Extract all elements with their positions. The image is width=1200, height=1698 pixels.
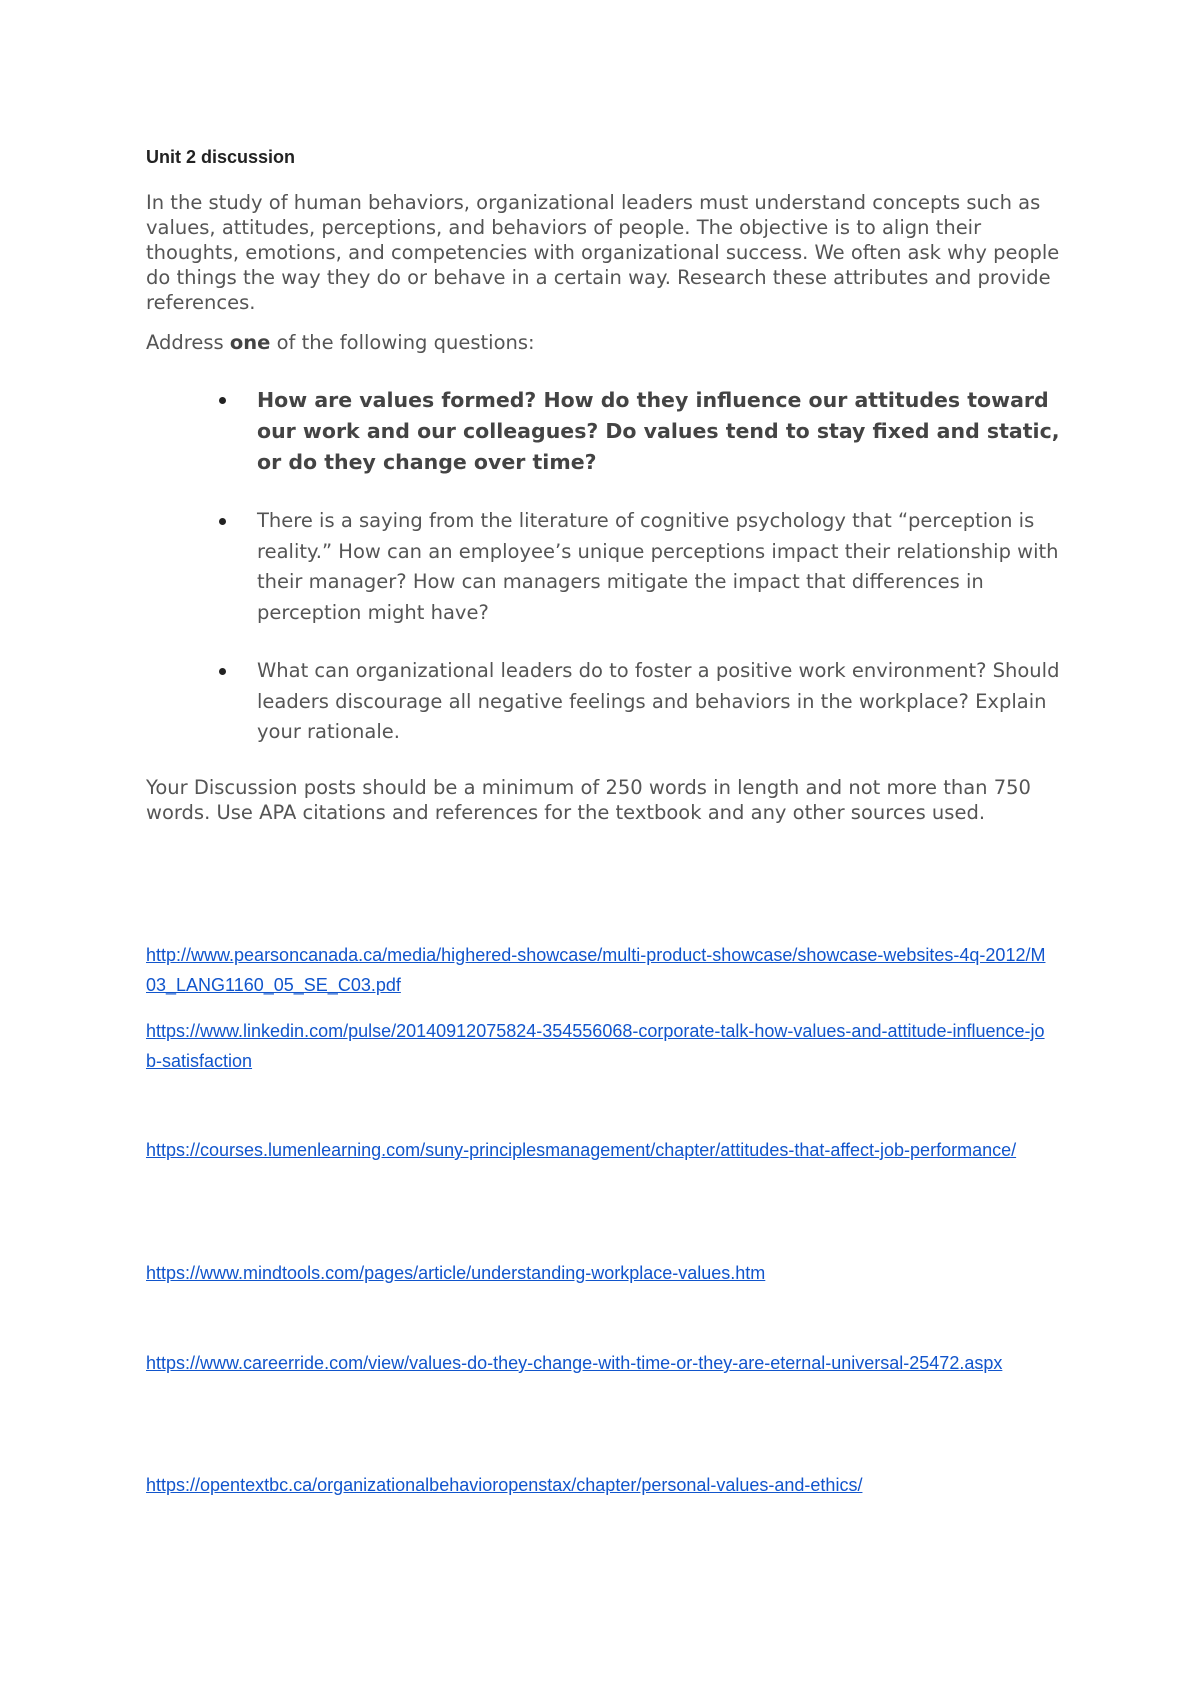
question-text: How are values formed? How do they influence our attitudes toward our work and our colleagues? Do values tend to stay fixed and static, or do they change over time? xyxy=(257,388,1060,474)
reference-link[interactable]: https://www.careerride.com/view/values-do-they-change-with-time-or-they-are-eternal-universal-25472.aspx xyxy=(146,1353,1003,1373)
bullet-icon xyxy=(219,668,226,675)
address-text-after: of the following questions: xyxy=(270,331,535,354)
reference-link[interactable]: http://www.pearsoncanada.ca/media/highered-showcase/multi-product-showcase/showcase-websites-4q-2012/M03_LANG1160_05_SE_C03.pdf xyxy=(146,945,1046,995)
document-title: Unit 2 discussion xyxy=(146,147,296,167)
question-text: There is a saying from the literature of cognitive psychology that “perception is reality.” How can an employee’s unique perceptions impact their relationship with their manager? How can managers mitigate the impact that differences in perception might have? xyxy=(257,509,1059,624)
question-text: What can organizational leaders do to foster a positive work environment? Should leaders discourage all negative feelings and behaviors in the workplace? Explain your rationale. xyxy=(257,659,1060,743)
bullet-icon xyxy=(219,397,226,404)
bullet-icon xyxy=(219,518,226,525)
requirements-paragraph: Your Discussion posts should be a minimum of 250 words in length and not more than 750 words. Use APA citations and references for the textbook and any other sources used. xyxy=(146,776,1031,824)
address-instruction xyxy=(146,330,535,355)
reference-link[interactable]: https://www.mindtools.com/pages/article/understanding-workplace-values.htm xyxy=(146,1263,766,1283)
address-text-before: Address xyxy=(146,331,230,354)
reference-link[interactable]: https://www.linkedin.com/pulse/20140912075824-354556068-corporate-talk-how-values-and-attitude-influence-job-satisfaction xyxy=(146,1021,1045,1071)
question-item xyxy=(146,385,1066,478)
question-item xyxy=(146,656,1066,748)
question-list xyxy=(146,385,1066,776)
reference-link[interactable]: https://courses.lumenlearning.com/suny-principlesmanagement/chapter/attitudes-that-affect-job-performance/ xyxy=(146,1140,1017,1160)
address-emphasis: one xyxy=(229,331,271,354)
intro-paragraph: In the study of human behaviors, organizational leaders must understand concepts such as values, attitudes, perceptions, and behaviors of people. The objective is to align their thoughts, emotions, and competencies with organizational success. We often ask why people do things the way they do or behave in a certain way. Research these attributes and provide references. xyxy=(146,191,1060,314)
reference-link[interactable]: https://opentextbc.ca/organizationalbehavioropenstax/chapter/personal-values-and-ethics/ xyxy=(146,1475,863,1495)
question-item xyxy=(146,506,1066,628)
